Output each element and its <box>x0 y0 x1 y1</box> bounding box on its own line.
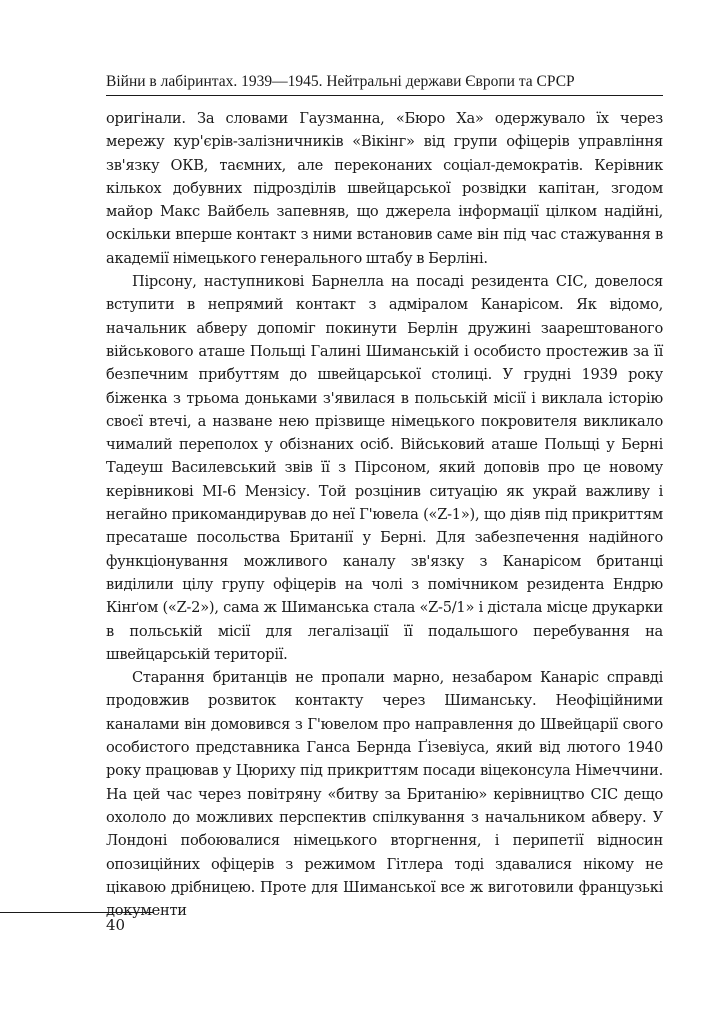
body-text <box>106 107 663 922</box>
page-number: 40 <box>106 916 126 934</box>
header-rule <box>106 95 663 96</box>
paragraph: Пірсону, наступникові Барнелла на посаді резидента СІС, довелося вступити в непрямий контакт з адміралом Канарісом. Як відомо, начальник абверу допоміг покинути Берлін дружині заарештованого військового аташе Польщі Галині Шиманській і особисто простежив за її безпечним прибуттям до швейцарської столиці. У грудні 1939 року біженка з трьома доньками з'явилася в польській місії і виклала історію своєї втечі, а назване нею прізвище німецького покровителя викликало чималий переполох у обізнаних осіб. Військовий аташе Польщі у Берні Тадеуш Василевський звів її з Пірсоном, який доповів про це новому керівникові МІ-6 Мензісу. Той розцінив ситуацію як украй важливу і негайно прикомандирував до неї Г'ювела («Z-1»), що діяв під прикриттям пресаташе посольства Британії у Берні. Для забезпечення надійного функціонування можливого каналу зв'язку з Канарісом британці виділили цілу групу офіцерів на чолі з помічником резидента Ендрю Кінґом («Z-2»), сама ж Шиманська стала «Z-5/1» і дістала місце друкарки в польській місії для легалізації її подальшого перебування на швейцарській території. <box>106 273 663 663</box>
running-header: Війни в лабіринтах. 1939—1945. Нейтральні держави Європи та СРСР <box>106 73 575 90</box>
footer-rule <box>0 912 154 913</box>
paragraph: Старання британців не пропали марно, незабаром Канаріс справді продовжив розвиток контакту через Шиманську. Неофіційними каналами він домовився з Г'ювелом про направлення до Швейцарії свого особистого представника Ганса Бернда Ґізевіуса, який від лютого 1940 року працював у Цюриху під прикриттям посади віцеконсула Німеччини. На цей час через повітряну «битву за Британію» керівництво СІС дещо охололо до можливих перспектив спілкування з начальником абверу. У Лондоні побоювалися німецького вторгнення, і перипетії відносин опозиційних офіцерів з режимом Гітлера тоді здавалися нікому не цікавою дрібницею. Проте для Шиманської все ж виготовили французькі документи <box>106 669 663 920</box>
paragraph: оригінали. За словами Гаузманна, «Бюро Ха» одержувало їх через мережу кур'єрів-залізничників «Вікінг» від групи офіцерів управління зв'язку ОКВ, таємних, але переконаних соціал-демократів. Керівник кількох добувних підрозділів швейцарської розвідки капітан, згодом майор Макс Вайбель запевняв, що джерела інформації цілком надійні, оскільки вперше контакт з ними встановив саме він під час стажування в академії німецького генерального штабу в Берліні. <box>106 110 663 267</box>
